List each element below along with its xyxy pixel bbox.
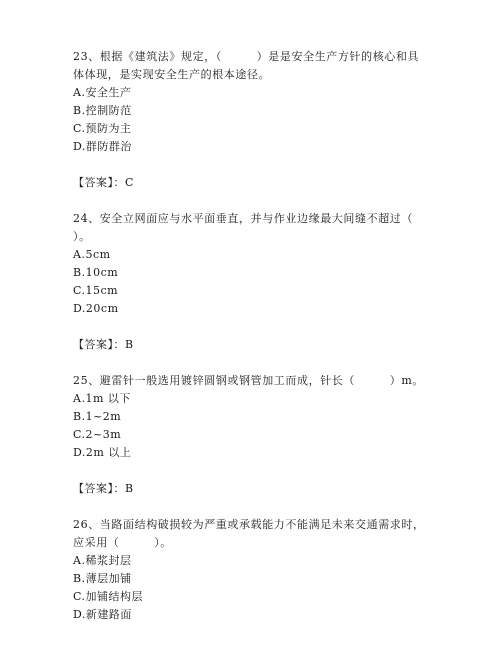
document-page xyxy=(73,48,433,624)
option-c: C.2~3m xyxy=(73,428,122,441)
question-stem: 25、避雷针一般选用镀锌圆钢或钢管加工而成，针长（ ）m。 xyxy=(73,374,425,387)
question-stem-continued: 体体现，是实现安全生产的根本途径。 xyxy=(73,68,271,81)
option-a: A.稀浆封层 xyxy=(73,554,132,567)
option-d: D.群防群治 xyxy=(73,140,132,153)
option-b: B.薄层加铺 xyxy=(73,572,132,585)
question-24 xyxy=(73,210,433,372)
question-stem-continued: ）。 xyxy=(73,230,91,243)
option-b: B.1~2m xyxy=(73,410,122,423)
option-c: C.加铺结构层 xyxy=(73,590,144,603)
option-d: D.2m 以上 xyxy=(73,446,132,459)
question-stem-continued: 应采用（ ）。 xyxy=(73,536,172,549)
option-d: D.20cm xyxy=(73,302,119,315)
option-a: A.5cm xyxy=(73,248,111,261)
option-a: A.1m 以下 xyxy=(73,392,131,405)
option-d: D.新建路面 xyxy=(73,608,132,621)
question-stem: 23、根据《建筑法》规定，（ ）是是安全生产方针的核心和具 xyxy=(73,50,420,63)
answer-line: 【答案】：B xyxy=(73,482,134,495)
option-a: A.安全生产 xyxy=(73,86,132,99)
question-26 xyxy=(73,516,433,624)
answer-line: 【答案】：B xyxy=(73,338,134,351)
answer-line: 【答案】：C xyxy=(73,176,134,189)
option-b: B.10cm xyxy=(73,266,119,279)
option-c: C.15cm xyxy=(73,284,119,297)
question-stem: 26、当路面结构破损较为严重或承载能力不能满足未来交通需求时， xyxy=(73,518,425,531)
question-25 xyxy=(73,372,433,516)
option-c: C.预防为主 xyxy=(73,122,132,135)
question-stem: 24、安全立网面应与水平面垂直，并与作业边缘最大间缝不超过（ xyxy=(73,212,413,225)
option-b: B.控制防范 xyxy=(73,104,132,117)
question-23 xyxy=(73,48,433,210)
